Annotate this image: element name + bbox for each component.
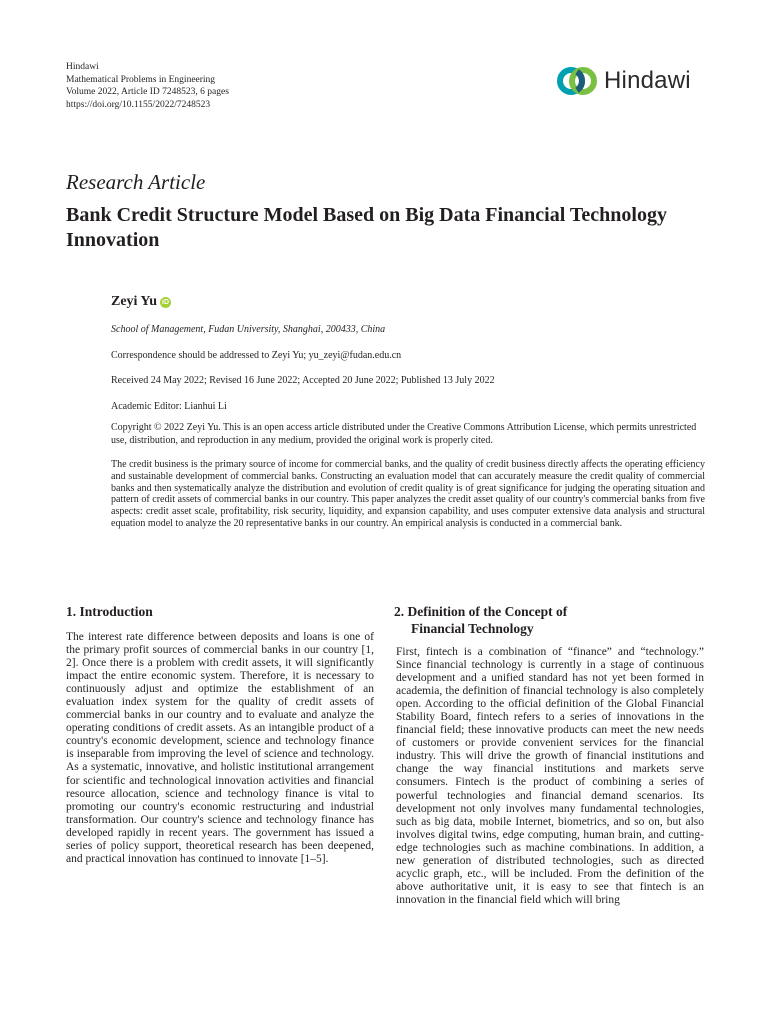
definition-paragraph: First, fintech is a combination of “finance” and “technology.” Since financial technology is currently in a stage of continuous development and a unified standard has not yet been formed in academia, the definition of financial technology is also completely open. According to the official definition of the Global Financial Stability Board, fintech refers to a series of innovations in the financial field; these innovative products can meet the new needs of customers or provide convenient services for the financial industry. This will drive the growth of financial institutions and change the way financial institutions and markets serve consumers. Fintech is the product of combining a series of powerful technologies and financial demand scenarios. Its development not only involves many fundamental technologies, such as big data, mobile Internet, biometrics, and so on, but also involves digital twins, edge computing, human brain, and cutting-edge technologies such as machine combinations. In addition, a new generation of distributed technologies, such as directed acyclic graph, etc., will be included. From the definition of the above authoritative unit, it is easy to see that fintech is an innovation in the financial field which will bring <box>396 646 704 906</box>
orcid-icon[interactable]: iD <box>162 298 170 306</box>
article-type: Research Article <box>66 170 206 194</box>
journal-info <box>66 61 229 111</box>
section-heading-introduction: 1. Introduction <box>66 604 153 619</box>
article-title: Bank Credit Structure Model Based on Big Data Financial Technology Innovation <box>66 204 667 251</box>
section-heading-definition-line2: Financial Technology <box>411 621 534 636</box>
section-heading-definition <box>394 603 694 637</box>
section-heading-definition-line1: 2. Definition of the Concept of <box>394 604 568 619</box>
author-name: Zeyi Yu <box>111 294 158 309</box>
affiliation: School of Management, Fudan University, Shanghai, 200433, China <box>111 324 386 335</box>
hindawi-logo <box>556 61 708 101</box>
journal-name: Mathematical Problems in Engineering <box>66 74 216 85</box>
author <box>111 294 171 310</box>
introduction-paragraph: The interest rate difference between deposits and loans is one of the primary profit sources of commercial banks in our country [1, 2]. Once there is a problem with credit assets, it will significantly impact the entire economic system. Therefore, it is necessary to continuously adjust and optimize the establishment of an evaluation index system for the quality of credit assets of commercial banks in our country and to evaluate and analyze the operating conditions of credit assets. As an intangible product of a country's economic development, science and technology finance is inseparable from improving the level of science and technology. As a systematic, innovative, and holistic institutional arrangement for scientific and technological innovation activities and financial resource allocation, science and technology finance is vital to promoting our country's economic restructuring and industrial transformation. Our country's science and technology finance has developed rapidly in recent years. The government has issued a series of policy support, theoretical research has been deepened, and practical innovation has continued to innovate [1–5]. <box>66 631 374 865</box>
journal-doi[interactable]: https://doi.org/10.1155/2022/7248523 <box>66 99 211 110</box>
publisher-name: Hindawi <box>66 62 99 72</box>
journal-volume: Volume 2022, Article ID 7248523, 6 pages <box>66 87 229 98</box>
abstract: The credit business is the primary source of income for commercial banks, and the quality of credit business directly affects the operating efficiency and sustainable development of commercial banks. Constructing an evaluation model that can accurately measure the credit quality of commercial banks and then systematically analyze the distribution and evolution of credit quality is of great significance for judging the operating situation and pattern of credit assets of commercial banks in our country. This paper analyzes the credit asset quality of our country's commercial banks from five aspects: credit asset scale, profitability, risk security, liquidity, and expansion capability, and uses computer extensive data analysis and structural equation model to analyze the 20 representative banks in our country. An empirical analysis is conducted in a commercial bank. <box>111 459 705 529</box>
copyright-notice: Copyright © 2022 Zeyi Yu. This is an open access article distributed under the Creative Commons Attribution License, which permits unrestricted use, distribution, and reproduction in any medium, provided the original work is properly cited. <box>111 422 697 446</box>
logo-text: Hindawi <box>604 67 691 94</box>
academic-editor: Academic Editor: Lianhui Li <box>111 401 227 412</box>
correspondence: Correspondence should be addressed to Zeyi Yu; yu_zeyi@fudan.edu.cn <box>111 350 402 361</box>
hindawi-rings-icon <box>556 63 598 99</box>
publication-dates: Received 24 May 2022; Revised 16 June 2022; Accepted 20 June 2022; Published 13 July 2022 <box>111 375 495 386</box>
